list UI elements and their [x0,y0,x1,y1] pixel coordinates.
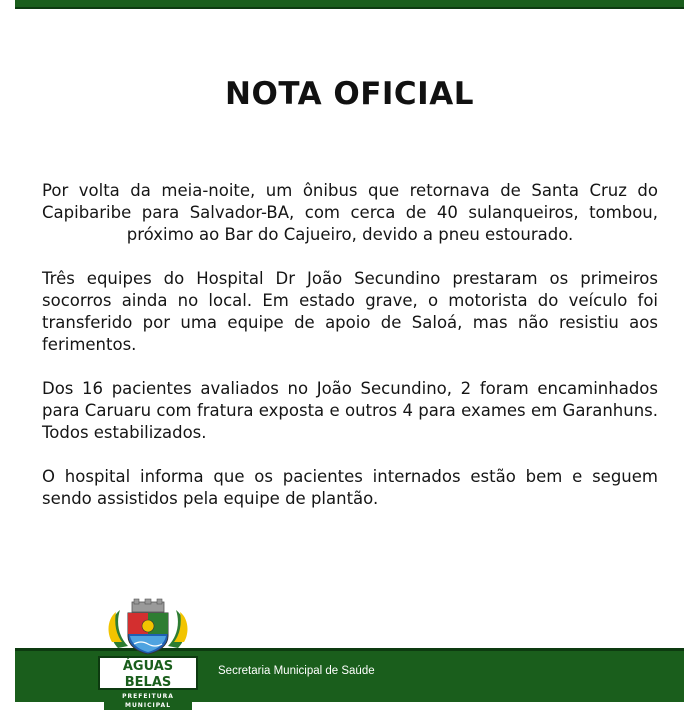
municipal-coat-of-arms-icon [104,598,192,656]
paragraph-2: Três equipes do Hospital Dr João Secundino prestaram os primeiros socorros ainda no local. Em estado grave, o motorista do veículo foi transferido por uma equipe de apoio de Saloá, mas não resistiu aos ferimentos. [42,269,658,354]
municipality-logo [98,656,198,709]
logo-name: ÁGUAS BELAS [122,659,174,690]
top-header-bar [15,0,684,9]
paragraph-1: Por volta da meia-noite, um ônibus que retornava de Santa Cruz do Capibaribe para Salvador-BA, com cerca de 40 sulanqueiros, tombou, próximo ao Bar do Cajueiro, devido a pneu estourado. [42,181,658,244]
logo-subtitle: PREFEITURA MUNICIPAL [104,692,192,710]
department-label: Secretaria Municipal de Saúde [218,665,375,677]
paragraph-3: Dos 16 pacientes avaliados no João Secundino, 2 foram encaminhados para Caruaru com fratura exposta e outros 4 para exames em Garanhuns. Todos estabilizados. [42,379,658,442]
paragraph-4: O hospital informa que os pacientes internados estão bem e seguem sendo assistidos pela equipe de plantão. [42,467,658,508]
document-body [42,180,658,532]
page-title: NOTA OFICIAL [225,76,474,112]
